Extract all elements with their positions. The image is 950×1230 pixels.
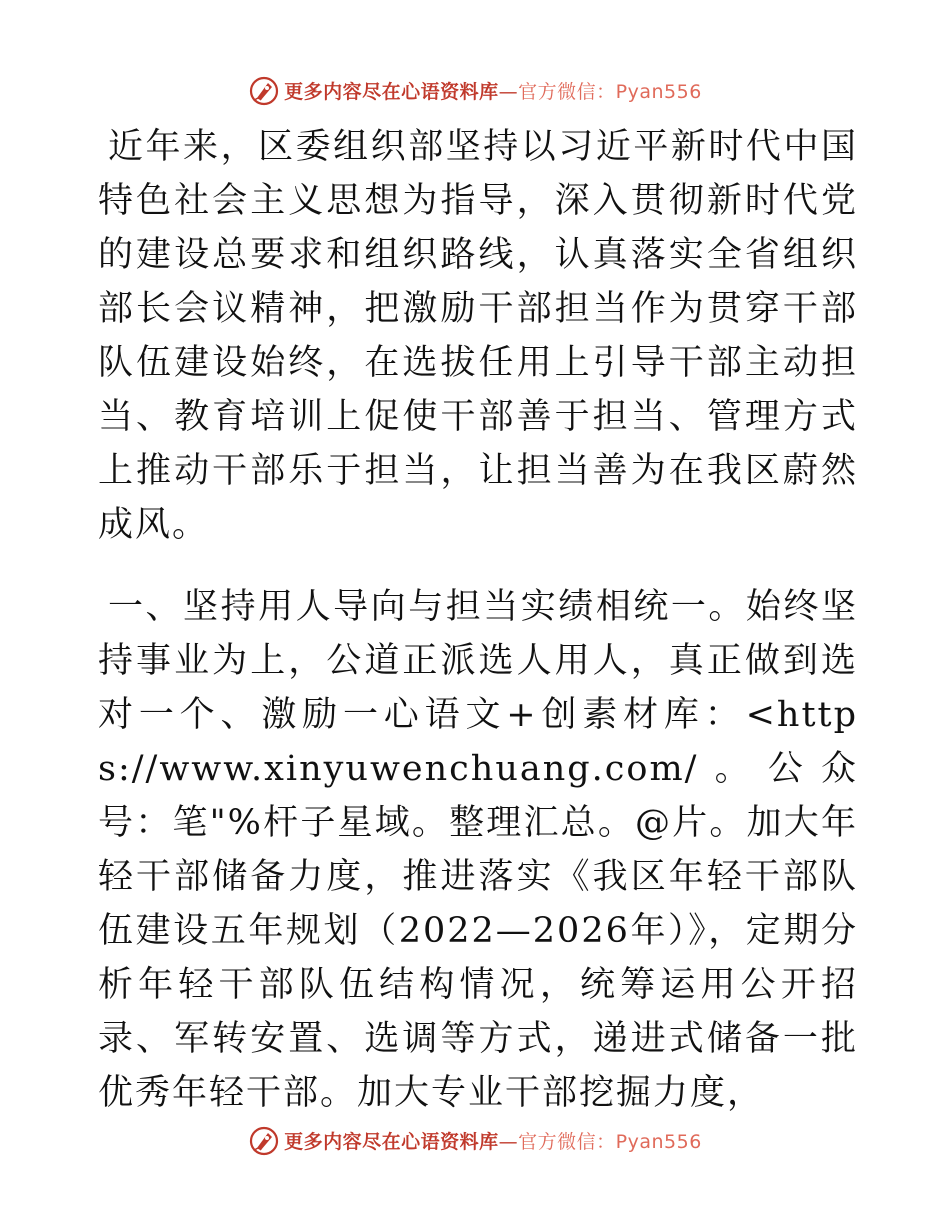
paragraph-intro: 近年来，区委组织部坚持以习近平新时代中国特色社会主义思想为指导，深入贯彻新时代党的建设总要求和组织路线，认真落实全省组织部长会议精神，把激励干部担当作为贯穿干部队伍建设始终，在选拔任用上引导干部主动担当、教育培训上促使干部善于担当、管理方式上推动干部乐于担当，让担当善为在我区蔚然成风。 xyxy=(98,127,858,545)
header-banner xyxy=(0,70,950,110)
footer-banner-separator: — xyxy=(498,1130,519,1153)
header-banner-title: 更多内容尽在心语资料库 xyxy=(284,80,499,103)
document-body xyxy=(98,120,858,1120)
paragraph-section-one: 一、坚持用人导向与担当实绩相统一。始终坚持事业为上，公道正派选人用人，真正做到选对一个、激励一心语文+创素材库：<https://www.xinyuwenchuang.com/。公众号：笔"%杆子星域。整理汇总。@片。加大年轻干部储备力度，推进落实《我区年轻干部队伍建设五年规划（2022—2026年）》，定期分析年轻干部队伍结构情况，统筹运用公开招录、军转安置、选调等方式，递进式储备一批优秀年轻干部。加大专业干部挖掘力度， xyxy=(98,587,858,1113)
pen-nib-logo-icon xyxy=(248,1124,280,1156)
header-banner-separator: — xyxy=(498,80,519,103)
footer-banner-title: 更多内容尽在心语资料库 xyxy=(284,1130,499,1153)
header-banner-text xyxy=(284,77,702,104)
footer-banner xyxy=(0,1120,950,1160)
footer-banner-text xyxy=(284,1127,702,1154)
header-banner-contact: 官方微信：Pyan556 xyxy=(518,80,702,103)
footer-banner-contact: 官方微信：Pyan556 xyxy=(518,1130,702,1153)
pen-nib-logo-icon xyxy=(248,74,280,106)
